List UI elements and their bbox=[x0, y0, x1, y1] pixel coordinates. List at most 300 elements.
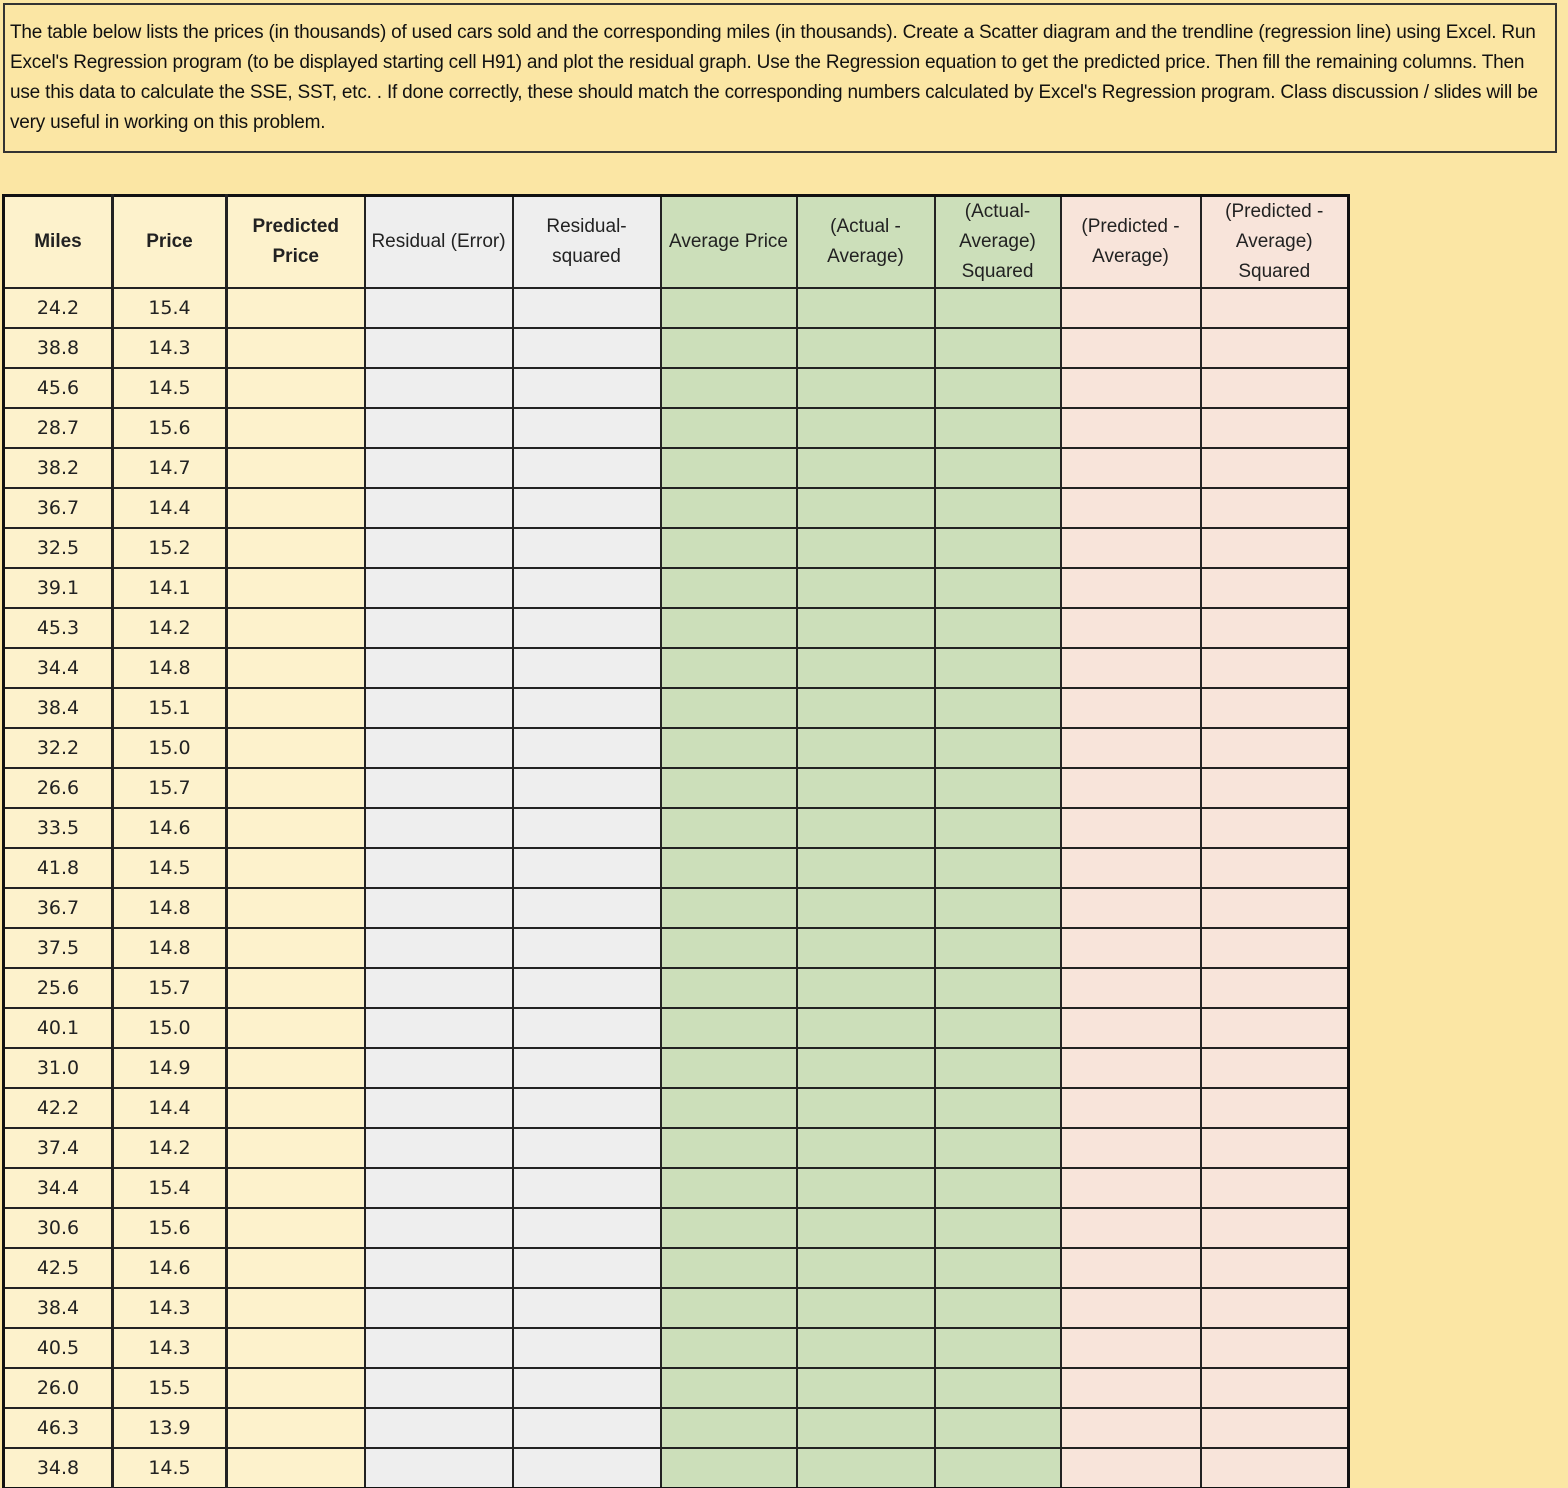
cell-predicted-price[interactable] bbox=[227, 1328, 365, 1368]
cell-residual-squared[interactable] bbox=[513, 728, 661, 768]
cell-residual-squared[interactable] bbox=[513, 1368, 661, 1408]
cell-predicted-minus-average-squared[interactable] bbox=[1201, 1208, 1349, 1248]
cell-predicted-price[interactable] bbox=[227, 1368, 365, 1408]
cell-predicted-minus-average-squared[interactable] bbox=[1201, 368, 1349, 408]
cell-predicted-price[interactable] bbox=[227, 1088, 365, 1128]
cell-predicted-minus-average[interactable] bbox=[1061, 1368, 1201, 1408]
cell-average-price[interactable] bbox=[661, 1448, 797, 1488]
cell-price[interactable]: 15.1 bbox=[113, 688, 227, 728]
cell-residual[interactable] bbox=[365, 1248, 513, 1288]
cell-residual[interactable] bbox=[365, 808, 513, 848]
cell-actual-minus-average[interactable] bbox=[797, 288, 935, 328]
cell-actual-minus-average-squared[interactable] bbox=[935, 728, 1061, 768]
cell-price[interactable]: 14.3 bbox=[113, 1328, 227, 1368]
cell-predicted-minus-average[interactable] bbox=[1061, 408, 1201, 448]
cell-predicted-minus-average-squared[interactable] bbox=[1201, 1248, 1349, 1288]
cell-actual-minus-average[interactable] bbox=[797, 928, 935, 968]
cell-actual-minus-average-squared[interactable] bbox=[935, 648, 1061, 688]
cell-actual-minus-average-squared[interactable] bbox=[935, 368, 1061, 408]
cell-miles[interactable]: 24.2 bbox=[4, 288, 113, 328]
cell-miles[interactable]: 46.3 bbox=[4, 1408, 113, 1448]
cell-average-price[interactable] bbox=[661, 1048, 797, 1088]
cell-actual-minus-average[interactable] bbox=[797, 688, 935, 728]
cell-average-price[interactable] bbox=[661, 808, 797, 848]
cell-miles[interactable]: 45.3 bbox=[4, 608, 113, 648]
cell-predicted-minus-average[interactable] bbox=[1061, 888, 1201, 928]
cell-residual[interactable] bbox=[365, 688, 513, 728]
header-predicted-minus-average-squared[interactable]: (Predicted - Average) Squared bbox=[1201, 196, 1349, 289]
cell-actual-minus-average-squared[interactable] bbox=[935, 488, 1061, 528]
cell-actual-minus-average-squared[interactable] bbox=[935, 1408, 1061, 1448]
cell-average-price[interactable] bbox=[661, 1088, 797, 1128]
cell-price[interactable]: 14.8 bbox=[113, 648, 227, 688]
cell-predicted-minus-average[interactable] bbox=[1061, 848, 1201, 888]
cell-price[interactable]: 15.4 bbox=[113, 1168, 227, 1208]
cell-average-price[interactable] bbox=[661, 1248, 797, 1288]
cell-average-price[interactable] bbox=[661, 1408, 797, 1448]
cell-actual-minus-average-squared[interactable] bbox=[935, 808, 1061, 848]
cell-actual-minus-average[interactable] bbox=[797, 888, 935, 928]
cell-residual-squared[interactable] bbox=[513, 808, 661, 848]
cell-average-price[interactable] bbox=[661, 1208, 797, 1248]
cell-actual-minus-average-squared[interactable] bbox=[935, 1328, 1061, 1368]
cell-predicted-price[interactable] bbox=[227, 1208, 365, 1248]
cell-residual-squared[interactable] bbox=[513, 1128, 661, 1168]
cell-predicted-minus-average[interactable] bbox=[1061, 528, 1201, 568]
cell-miles[interactable]: 42.2 bbox=[4, 1088, 113, 1128]
cell-residual[interactable] bbox=[365, 328, 513, 368]
cell-actual-minus-average[interactable] bbox=[797, 1088, 935, 1128]
cell-actual-minus-average-squared[interactable] bbox=[935, 1128, 1061, 1168]
cell-predicted-price[interactable] bbox=[227, 288, 365, 328]
header-actual-minus-average-squared[interactable]: (Actual-Average) Squared bbox=[935, 196, 1061, 289]
cell-actual-minus-average-squared[interactable] bbox=[935, 1448, 1061, 1488]
cell-predicted-minus-average-squared[interactable] bbox=[1201, 568, 1349, 608]
header-residual-squared[interactable]: Residual-squared bbox=[513, 196, 661, 289]
cell-residual[interactable] bbox=[365, 288, 513, 328]
cell-predicted-price[interactable] bbox=[227, 568, 365, 608]
header-miles[interactable]: Miles bbox=[4, 196, 113, 289]
cell-predicted-minus-average-squared[interactable] bbox=[1201, 528, 1349, 568]
cell-average-price[interactable] bbox=[661, 928, 797, 968]
header-residual[interactable]: Residual (Error) bbox=[365, 196, 513, 289]
cell-actual-minus-average-squared[interactable] bbox=[935, 448, 1061, 488]
cell-price[interactable]: 13.9 bbox=[113, 1408, 227, 1448]
cell-predicted-price[interactable] bbox=[227, 608, 365, 648]
cell-residual-squared[interactable] bbox=[513, 768, 661, 808]
cell-actual-minus-average[interactable] bbox=[797, 768, 935, 808]
cell-predicted-minus-average[interactable] bbox=[1061, 1248, 1201, 1288]
cell-miles[interactable]: 31.0 bbox=[4, 1048, 113, 1088]
cell-residual-squared[interactable] bbox=[513, 928, 661, 968]
cell-residual-squared[interactable] bbox=[513, 1288, 661, 1328]
cell-actual-minus-average-squared[interactable] bbox=[935, 688, 1061, 728]
cell-predicted-minus-average-squared[interactable] bbox=[1201, 1448, 1349, 1488]
cell-predicted-price[interactable] bbox=[227, 768, 365, 808]
cell-residual[interactable] bbox=[365, 848, 513, 888]
cell-price[interactable]: 14.3 bbox=[113, 1288, 227, 1328]
cell-miles[interactable]: 40.1 bbox=[4, 1008, 113, 1048]
cell-residual[interactable] bbox=[365, 1368, 513, 1408]
cell-actual-minus-average[interactable] bbox=[797, 1448, 935, 1488]
cell-predicted-price[interactable] bbox=[227, 1288, 365, 1328]
cell-price[interactable]: 15.0 bbox=[113, 1008, 227, 1048]
cell-predicted-minus-average[interactable] bbox=[1061, 1168, 1201, 1208]
cell-predicted-price[interactable] bbox=[227, 1448, 365, 1488]
cell-residual[interactable] bbox=[365, 1128, 513, 1168]
cell-miles[interactable]: 26.6 bbox=[4, 768, 113, 808]
cell-actual-minus-average[interactable] bbox=[797, 1128, 935, 1168]
cell-residual[interactable] bbox=[365, 768, 513, 808]
cell-miles[interactable]: 26.0 bbox=[4, 1368, 113, 1408]
cell-predicted-price[interactable] bbox=[227, 648, 365, 688]
cell-residual[interactable] bbox=[365, 488, 513, 528]
cell-price[interactable]: 14.4 bbox=[113, 488, 227, 528]
cell-residual[interactable] bbox=[365, 1008, 513, 1048]
cell-predicted-price[interactable] bbox=[227, 528, 365, 568]
cell-average-price[interactable] bbox=[661, 368, 797, 408]
cell-price[interactable]: 14.7 bbox=[113, 448, 227, 488]
cell-predicted-price[interactable] bbox=[227, 1048, 365, 1088]
cell-predicted-price[interactable] bbox=[227, 968, 365, 1008]
cell-residual-squared[interactable] bbox=[513, 1168, 661, 1208]
cell-predicted-minus-average-squared[interactable] bbox=[1201, 808, 1349, 848]
cell-predicted-minus-average-squared[interactable] bbox=[1201, 1128, 1349, 1168]
cell-predicted-minus-average[interactable] bbox=[1061, 968, 1201, 1008]
cell-price[interactable]: 15.0 bbox=[113, 728, 227, 768]
cell-miles[interactable]: 41.8 bbox=[4, 848, 113, 888]
cell-price[interactable]: 15.6 bbox=[113, 1208, 227, 1248]
cell-average-price[interactable] bbox=[661, 1168, 797, 1208]
cell-predicted-minus-average-squared[interactable] bbox=[1201, 1368, 1349, 1408]
cell-predicted-minus-average[interactable] bbox=[1061, 448, 1201, 488]
cell-residual-squared[interactable] bbox=[513, 488, 661, 528]
cell-actual-minus-average-squared[interactable] bbox=[935, 848, 1061, 888]
cell-miles[interactable]: 25.6 bbox=[4, 968, 113, 1008]
cell-price[interactable]: 15.6 bbox=[113, 408, 227, 448]
cell-average-price[interactable] bbox=[661, 1128, 797, 1168]
cell-average-price[interactable] bbox=[661, 488, 797, 528]
cell-residual-squared[interactable] bbox=[513, 1448, 661, 1488]
cell-residual-squared[interactable] bbox=[513, 1008, 661, 1048]
cell-actual-minus-average-squared[interactable] bbox=[935, 1008, 1061, 1048]
cell-residual-squared[interactable] bbox=[513, 648, 661, 688]
cell-residual[interactable] bbox=[365, 368, 513, 408]
cell-actual-minus-average-squared[interactable] bbox=[935, 568, 1061, 608]
cell-average-price[interactable] bbox=[661, 328, 797, 368]
cell-predicted-price[interactable] bbox=[227, 688, 365, 728]
cell-residual[interactable] bbox=[365, 1288, 513, 1328]
cell-miles[interactable]: 32.2 bbox=[4, 728, 113, 768]
cell-actual-minus-average-squared[interactable] bbox=[935, 968, 1061, 1008]
cell-average-price[interactable] bbox=[661, 528, 797, 568]
cell-residual[interactable] bbox=[365, 1088, 513, 1128]
cell-residual[interactable] bbox=[365, 648, 513, 688]
cell-actual-minus-average[interactable] bbox=[797, 528, 935, 568]
cell-residual-squared[interactable] bbox=[513, 608, 661, 648]
cell-residual-squared[interactable] bbox=[513, 288, 661, 328]
cell-predicted-price[interactable] bbox=[227, 848, 365, 888]
cell-actual-minus-average[interactable] bbox=[797, 1048, 935, 1088]
cell-miles[interactable]: 39.1 bbox=[4, 568, 113, 608]
cell-predicted-minus-average[interactable] bbox=[1061, 648, 1201, 688]
cell-actual-minus-average-squared[interactable] bbox=[935, 1208, 1061, 1248]
cell-predicted-price[interactable] bbox=[227, 1168, 365, 1208]
cell-price[interactable]: 14.6 bbox=[113, 808, 227, 848]
cell-residual-squared[interactable] bbox=[513, 408, 661, 448]
cell-residual[interactable] bbox=[365, 928, 513, 968]
cell-price[interactable]: 14.2 bbox=[113, 1128, 227, 1168]
cell-predicted-minus-average[interactable] bbox=[1061, 1088, 1201, 1128]
cell-predicted-price[interactable] bbox=[227, 888, 365, 928]
cell-residual-squared[interactable] bbox=[513, 1048, 661, 1088]
cell-average-price[interactable] bbox=[661, 968, 797, 1008]
cell-predicted-minus-average[interactable] bbox=[1061, 1208, 1201, 1248]
cell-residual[interactable] bbox=[365, 968, 513, 1008]
cell-actual-minus-average[interactable] bbox=[797, 1168, 935, 1208]
cell-average-price[interactable] bbox=[661, 1368, 797, 1408]
cell-average-price[interactable] bbox=[661, 728, 797, 768]
cell-predicted-minus-average[interactable] bbox=[1061, 1328, 1201, 1368]
cell-predicted-price[interactable] bbox=[227, 1408, 365, 1448]
cell-actual-minus-average-squared[interactable] bbox=[935, 528, 1061, 568]
cell-miles[interactable]: 32.5 bbox=[4, 528, 113, 568]
cell-predicted-minus-average[interactable] bbox=[1061, 368, 1201, 408]
cell-predicted-price[interactable] bbox=[227, 1248, 365, 1288]
cell-average-price[interactable] bbox=[661, 688, 797, 728]
cell-actual-minus-average[interactable] bbox=[797, 1208, 935, 1248]
cell-predicted-minus-average[interactable] bbox=[1061, 728, 1201, 768]
cell-average-price[interactable] bbox=[661, 888, 797, 928]
cell-residual[interactable] bbox=[365, 608, 513, 648]
cell-miles[interactable]: 34.4 bbox=[4, 1168, 113, 1208]
cell-predicted-minus-average[interactable] bbox=[1061, 1128, 1201, 1168]
cell-predicted-price[interactable] bbox=[227, 328, 365, 368]
cell-predicted-minus-average[interactable] bbox=[1061, 608, 1201, 648]
cell-average-price[interactable] bbox=[661, 288, 797, 328]
cell-price[interactable]: 14.5 bbox=[113, 848, 227, 888]
cell-miles[interactable]: 37.4 bbox=[4, 1128, 113, 1168]
cell-predicted-minus-average[interactable] bbox=[1061, 1288, 1201, 1328]
cell-miles[interactable]: 36.7 bbox=[4, 488, 113, 528]
instructions-text-box[interactable]: The table below lists the prices (in thousands) of used cars sold and the corresponding miles (in thousands). Create a Scatter diagram and the trendline (regression line) using Excel. Run Excel's Regression program (to be displayed starting cell H91) and plot the residual graph. Use the Regression equation to get the predicted price. Then fill the remaining columns. Then use this data to calculate the SSE, SST, etc. . If done correctly, these should match the corresponding numbers calculated by Excel's Regression program. Class discussion / slides will be very useful in working on this problem. bbox=[3, 3, 1557, 153]
cell-actual-minus-average[interactable] bbox=[797, 608, 935, 648]
cell-miles[interactable]: 38.2 bbox=[4, 448, 113, 488]
cell-residual-squared[interactable] bbox=[513, 688, 661, 728]
cell-price[interactable]: 14.2 bbox=[113, 608, 227, 648]
cell-actual-minus-average[interactable] bbox=[797, 848, 935, 888]
cell-predicted-minus-average-squared[interactable] bbox=[1201, 968, 1349, 1008]
cell-predicted-price[interactable] bbox=[227, 928, 365, 968]
cell-price[interactable]: 15.7 bbox=[113, 968, 227, 1008]
cell-predicted-minus-average[interactable] bbox=[1061, 928, 1201, 968]
cell-average-price[interactable] bbox=[661, 1288, 797, 1328]
cell-miles[interactable]: 33.5 bbox=[4, 808, 113, 848]
cell-average-price[interactable] bbox=[661, 648, 797, 688]
cell-residual-squared[interactable] bbox=[513, 528, 661, 568]
cell-predicted-minus-average-squared[interactable] bbox=[1201, 1008, 1349, 1048]
cell-average-price[interactable] bbox=[661, 448, 797, 488]
cell-average-price[interactable] bbox=[661, 1008, 797, 1048]
header-predicted-price[interactable]: Predicted Price bbox=[227, 196, 365, 289]
cell-predicted-price[interactable] bbox=[227, 1128, 365, 1168]
cell-actual-minus-average[interactable] bbox=[797, 1328, 935, 1368]
cell-actual-minus-average-squared[interactable] bbox=[935, 1168, 1061, 1208]
cell-miles[interactable]: 34.8 bbox=[4, 1448, 113, 1488]
cell-miles[interactable]: 38.4 bbox=[4, 688, 113, 728]
cell-miles[interactable]: 42.5 bbox=[4, 1248, 113, 1288]
cell-actual-minus-average-squared[interactable] bbox=[935, 1088, 1061, 1128]
cell-residual[interactable] bbox=[365, 1208, 513, 1248]
cell-predicted-minus-average-squared[interactable] bbox=[1201, 768, 1349, 808]
cell-miles[interactable]: 38.8 bbox=[4, 328, 113, 368]
cell-miles[interactable]: 40.5 bbox=[4, 1328, 113, 1368]
cell-miles[interactable]: 38.4 bbox=[4, 1288, 113, 1328]
cell-actual-minus-average-squared[interactable] bbox=[935, 1048, 1061, 1088]
cell-residual[interactable] bbox=[365, 728, 513, 768]
header-predicted-minus-average[interactable]: (Predicted - Average) bbox=[1061, 196, 1201, 289]
cell-residual-squared[interactable] bbox=[513, 968, 661, 1008]
header-average-price[interactable]: Average Price bbox=[661, 196, 797, 289]
cell-actual-minus-average-squared[interactable] bbox=[935, 1288, 1061, 1328]
cell-actual-minus-average[interactable] bbox=[797, 568, 935, 608]
cell-predicted-minus-average[interactable] bbox=[1061, 288, 1201, 328]
cell-predicted-price[interactable] bbox=[227, 1008, 365, 1048]
cell-residual[interactable] bbox=[365, 448, 513, 488]
cell-actual-minus-average-squared[interactable] bbox=[935, 1248, 1061, 1288]
cell-actual-minus-average-squared[interactable] bbox=[935, 288, 1061, 328]
cell-residual[interactable] bbox=[365, 1048, 513, 1088]
cell-actual-minus-average-squared[interactable] bbox=[935, 928, 1061, 968]
cell-predicted-minus-average-squared[interactable] bbox=[1201, 448, 1349, 488]
cell-price[interactable]: 14.9 bbox=[113, 1048, 227, 1088]
cell-price[interactable]: 15.4 bbox=[113, 288, 227, 328]
cell-predicted-minus-average[interactable] bbox=[1061, 488, 1201, 528]
cell-predicted-price[interactable] bbox=[227, 368, 365, 408]
cell-actual-minus-average[interactable] bbox=[797, 1248, 935, 1288]
cell-actual-minus-average-squared[interactable] bbox=[935, 608, 1061, 648]
cell-predicted-minus-average-squared[interactable] bbox=[1201, 888, 1349, 928]
cell-predicted-price[interactable] bbox=[227, 808, 365, 848]
cell-price[interactable]: 14.8 bbox=[113, 928, 227, 968]
header-actual-minus-average[interactable]: (Actual - Average) bbox=[797, 196, 935, 289]
cell-residual-squared[interactable] bbox=[513, 1088, 661, 1128]
cell-predicted-minus-average-squared[interactable] bbox=[1201, 1288, 1349, 1328]
cell-price[interactable]: 15.2 bbox=[113, 528, 227, 568]
cell-predicted-minus-average-squared[interactable] bbox=[1201, 328, 1349, 368]
cell-actual-minus-average-squared[interactable] bbox=[935, 1368, 1061, 1408]
cell-average-price[interactable] bbox=[661, 568, 797, 608]
cell-price[interactable]: 14.5 bbox=[113, 1448, 227, 1488]
cell-miles[interactable]: 34.4 bbox=[4, 648, 113, 688]
cell-predicted-minus-average-squared[interactable] bbox=[1201, 728, 1349, 768]
cell-predicted-minus-average-squared[interactable] bbox=[1201, 648, 1349, 688]
cell-predicted-minus-average[interactable] bbox=[1061, 808, 1201, 848]
cell-predicted-minus-average-squared[interactable] bbox=[1201, 1088, 1349, 1128]
cell-actual-minus-average[interactable] bbox=[797, 648, 935, 688]
cell-predicted-minus-average-squared[interactable] bbox=[1201, 1168, 1349, 1208]
cell-actual-minus-average[interactable] bbox=[797, 488, 935, 528]
cell-predicted-minus-average[interactable] bbox=[1061, 1008, 1201, 1048]
cell-actual-minus-average-squared[interactable] bbox=[935, 328, 1061, 368]
cell-residual-squared[interactable] bbox=[513, 888, 661, 928]
cell-predicted-minus-average[interactable] bbox=[1061, 688, 1201, 728]
cell-actual-minus-average-squared[interactable] bbox=[935, 768, 1061, 808]
cell-actual-minus-average-squared[interactable] bbox=[935, 408, 1061, 448]
cell-residual-squared[interactable] bbox=[513, 1408, 661, 1448]
cell-actual-minus-average[interactable] bbox=[797, 808, 935, 848]
cell-residual-squared[interactable] bbox=[513, 448, 661, 488]
cell-residual-squared[interactable] bbox=[513, 328, 661, 368]
cell-average-price[interactable] bbox=[661, 408, 797, 448]
cell-predicted-minus-average-squared[interactable] bbox=[1201, 688, 1349, 728]
cell-actual-minus-average[interactable] bbox=[797, 968, 935, 1008]
cell-residual[interactable] bbox=[365, 408, 513, 448]
cell-average-price[interactable] bbox=[661, 848, 797, 888]
cell-residual[interactable] bbox=[365, 1408, 513, 1448]
cell-residual-squared[interactable] bbox=[513, 848, 661, 888]
cell-price[interactable]: 15.7 bbox=[113, 768, 227, 808]
cell-predicted-minus-average-squared[interactable] bbox=[1201, 488, 1349, 528]
cell-predicted-minus-average-squared[interactable] bbox=[1201, 848, 1349, 888]
cell-residual-squared[interactable] bbox=[513, 568, 661, 608]
cell-predicted-minus-average[interactable] bbox=[1061, 1048, 1201, 1088]
cell-miles[interactable]: 45.6 bbox=[4, 368, 113, 408]
cell-actual-minus-average[interactable] bbox=[797, 448, 935, 488]
cell-actual-minus-average-squared[interactable] bbox=[935, 888, 1061, 928]
cell-residual[interactable] bbox=[365, 528, 513, 568]
cell-predicted-minus-average[interactable] bbox=[1061, 768, 1201, 808]
cell-predicted-minus-average[interactable] bbox=[1061, 1408, 1201, 1448]
cell-predicted-price[interactable] bbox=[227, 448, 365, 488]
cell-average-price[interactable] bbox=[661, 1328, 797, 1368]
cell-actual-minus-average[interactable] bbox=[797, 1008, 935, 1048]
cell-price[interactable]: 14.5 bbox=[113, 368, 227, 408]
cell-average-price[interactable] bbox=[661, 768, 797, 808]
cell-residual[interactable] bbox=[365, 1168, 513, 1208]
cell-predicted-price[interactable] bbox=[227, 488, 365, 528]
cell-average-price[interactable] bbox=[661, 608, 797, 648]
cell-miles[interactable]: 30.6 bbox=[4, 1208, 113, 1248]
cell-residual-squared[interactable] bbox=[513, 368, 661, 408]
cell-price[interactable]: 15.5 bbox=[113, 1368, 227, 1408]
cell-predicted-minus-average-squared[interactable] bbox=[1201, 408, 1349, 448]
cell-price[interactable]: 14.6 bbox=[113, 1248, 227, 1288]
cell-residual-squared[interactable] bbox=[513, 1328, 661, 1368]
cell-predicted-minus-average-squared[interactable] bbox=[1201, 928, 1349, 968]
cell-predicted-minus-average-squared[interactable] bbox=[1201, 608, 1349, 648]
cell-residual[interactable] bbox=[365, 1448, 513, 1488]
cell-miles[interactable]: 37.5 bbox=[4, 928, 113, 968]
cell-price[interactable]: 14.4 bbox=[113, 1088, 227, 1128]
cell-residual-squared[interactable] bbox=[513, 1208, 661, 1248]
cell-predicted-minus-average-squared[interactable] bbox=[1201, 1048, 1349, 1088]
cell-predicted-price[interactable] bbox=[227, 728, 365, 768]
cell-residual[interactable] bbox=[365, 1328, 513, 1368]
cell-predicted-minus-average[interactable] bbox=[1061, 328, 1201, 368]
cell-predicted-minus-average[interactable] bbox=[1061, 1448, 1201, 1488]
cell-miles[interactable]: 36.7 bbox=[4, 888, 113, 928]
cell-actual-minus-average[interactable] bbox=[797, 1368, 935, 1408]
cell-price[interactable]: 14.8 bbox=[113, 888, 227, 928]
cell-predicted-minus-average[interactable] bbox=[1061, 568, 1201, 608]
cell-price[interactable]: 14.3 bbox=[113, 328, 227, 368]
cell-actual-minus-average[interactable] bbox=[797, 368, 935, 408]
cell-residual-squared[interactable] bbox=[513, 1248, 661, 1288]
cell-actual-minus-average[interactable] bbox=[797, 728, 935, 768]
header-price[interactable]: Price bbox=[113, 196, 227, 289]
cell-predicted-minus-average-squared[interactable] bbox=[1201, 1328, 1349, 1368]
